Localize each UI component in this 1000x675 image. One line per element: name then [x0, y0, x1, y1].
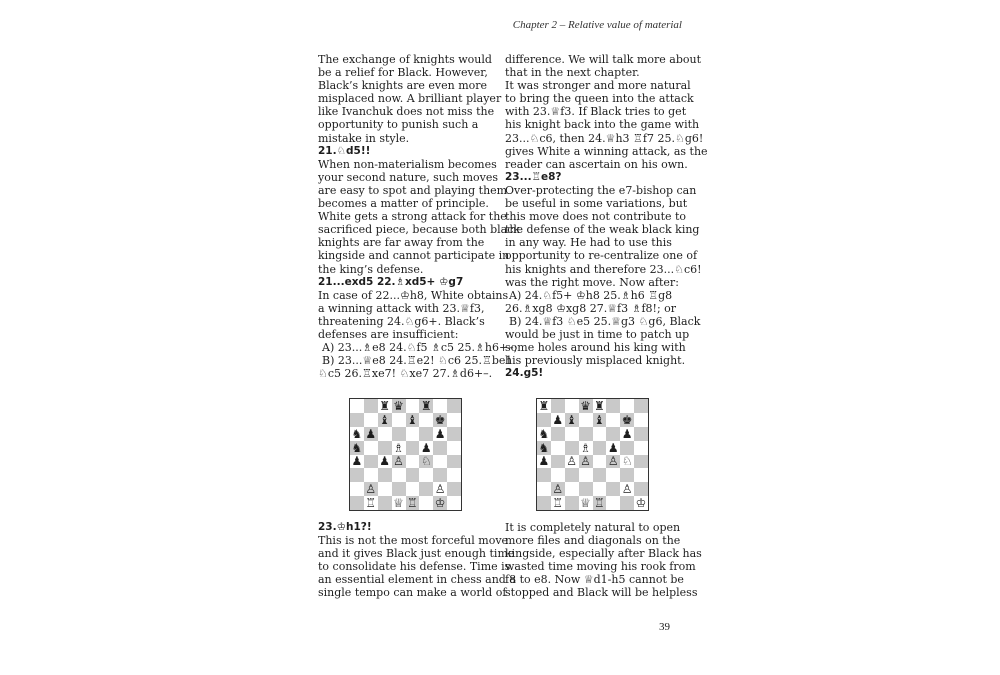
- board-square: [392, 482, 406, 496]
- board-square: [447, 399, 461, 413]
- board-square: [419, 496, 433, 510]
- move-heading: 21...exd5 22.♗xd5+ ♔g7: [318, 275, 464, 288]
- text-line: single tempo can make a world of: [318, 586, 507, 600]
- board-square: [433, 399, 447, 413]
- board-square: [364, 399, 378, 413]
- text-line: this move does not contribute to: [505, 210, 687, 224]
- chess-piece-square: ♕: [393, 496, 404, 510]
- text-line: becomes a matter of principle.: [318, 197, 489, 211]
- text-line: knights are far away from the: [318, 236, 485, 250]
- board-square: [350, 482, 364, 496]
- board-square: [447, 455, 461, 469]
- board-square: [579, 413, 593, 427]
- chess-piece-square: ♚: [434, 412, 446, 427]
- board-square: [551, 455, 565, 469]
- board-square: [350, 413, 364, 427]
- text-line: wasted time moving his rook from: [505, 560, 696, 574]
- chess-piece-square: ♟: [379, 454, 391, 469]
- board-square: [565, 441, 579, 455]
- text-line: B) 24.♕f3 ♘e5 25.♕g3 ♘g6, Black: [509, 314, 701, 328]
- chess-piece-square: ♟: [420, 440, 432, 455]
- board-square: [447, 496, 461, 510]
- right-text-column-lower: [505, 521, 702, 600]
- text-line: his knights and therefore 23...♘c6!: [505, 262, 702, 276]
- board-square: [406, 399, 420, 413]
- board-square: [634, 413, 648, 427]
- board-square: [447, 441, 461, 455]
- board-square: [433, 441, 447, 455]
- board-square: [419, 413, 433, 427]
- board-square: [606, 496, 620, 510]
- text-line: mistake in style.: [318, 131, 410, 145]
- chess-piece-square: ♕: [580, 496, 591, 510]
- text-line: difference. We will talk more about: [505, 53, 701, 66]
- board-square: [378, 496, 392, 510]
- chess-piece-square: ♞: [538, 440, 550, 455]
- board-square: [447, 482, 461, 496]
- chess-piece-square: ♖: [594, 496, 605, 510]
- text-line: 23...♘c6, then 24.♕h3 ♖f7 25.♘g6!: [505, 131, 704, 145]
- board-square: [447, 413, 461, 427]
- board-square: [551, 399, 565, 413]
- chess-piece-square: ♙: [580, 454, 591, 469]
- text-line: gives White a winning attack, as the: [505, 144, 708, 158]
- board-square: [620, 468, 634, 482]
- move-heading: 23...♖e8?: [505, 170, 562, 183]
- chess-piece-square: ♟: [607, 440, 619, 455]
- board-square: [579, 482, 593, 496]
- chess-piece-square: ♙: [552, 482, 564, 497]
- chess-piece-square: ♞: [538, 426, 550, 441]
- board-square: [447, 468, 461, 482]
- board-square: [419, 482, 433, 496]
- text-line: B) 23...♕e8 24.♖e2! ♘c6 25.♖be1: [322, 354, 513, 368]
- chess-diagram-left: [349, 398, 462, 511]
- chess-piece-square: ♘: [621, 454, 633, 469]
- text-line: the king’s defense.: [318, 262, 424, 276]
- move-heading: 21.♘d5!!: [318, 144, 371, 157]
- board-square: [537, 496, 551, 510]
- board-square: [579, 427, 593, 441]
- chess-piece-square: ♜: [538, 399, 550, 413]
- text-line: opportunity to punish such a: [318, 118, 479, 132]
- board-square: [565, 496, 579, 510]
- board-square: [565, 482, 579, 496]
- board-square: [406, 468, 420, 482]
- chess-piece-square: ♟: [434, 426, 446, 441]
- board-square: [537, 468, 551, 482]
- board-square: [364, 468, 378, 482]
- text-line: his knight back into the game with: [505, 118, 700, 132]
- board-square: [620, 399, 634, 413]
- chess-piece-square: ♝: [379, 412, 391, 427]
- text-line: to consolidate his defense. Time is: [318, 560, 511, 574]
- chess-piece-square: ♜: [379, 399, 391, 413]
- text-line: opportunity to re-centralize one of: [505, 249, 698, 263]
- board-square: [634, 455, 648, 469]
- board-square: [579, 468, 593, 482]
- board-square: [406, 441, 420, 455]
- text-line: in any way. He had to use this: [505, 236, 672, 250]
- text-line: and it gives Black just enough time: [318, 547, 515, 561]
- board-square: [419, 468, 433, 482]
- chess-piece-square: ♙: [393, 454, 404, 469]
- right-text-column: [505, 53, 708, 380]
- text-line: a winning attack with 23.♕f3,: [318, 301, 485, 315]
- board-square: [378, 427, 392, 441]
- page-number: 39: [659, 621, 670, 633]
- text-line: defenses are insufficient:: [318, 327, 459, 341]
- chess-piece-square: ♟: [538, 454, 550, 469]
- chess-piece-square: ♛: [393, 399, 404, 413]
- chess-piece-square: ♗: [580, 440, 591, 455]
- text-line: misplaced now. A brilliant player: [318, 92, 502, 106]
- text-line: some holes around his king with: [505, 341, 686, 355]
- chess-piece-square: ♙: [365, 482, 377, 497]
- board-square: [419, 427, 433, 441]
- chess-piece-square: ♙: [607, 454, 619, 469]
- text-line: was the right move. Now after:: [505, 275, 679, 289]
- board-square: [350, 468, 364, 482]
- board-square: [537, 482, 551, 496]
- board-square: [537, 413, 551, 427]
- board-square: [606, 413, 620, 427]
- text-line: like Ivanchuk does not miss the: [318, 105, 495, 119]
- text-line: be useful in some variations, but: [505, 197, 688, 211]
- board-square: [606, 427, 620, 441]
- board-square: [634, 427, 648, 441]
- text-line: the defense of the weak black king: [505, 223, 700, 237]
- chess-piece-square: ♙: [434, 482, 446, 497]
- text-line: In case of 22...♔h8, White obtains: [318, 288, 509, 302]
- text-line: A) 24.♘f5+ ♔h8 25.♗h6 ♖g8: [509, 288, 673, 302]
- chess-piece-square: ♝: [407, 412, 418, 427]
- text-line: It was stronger and more natural: [505, 79, 691, 93]
- left-text-column: [318, 53, 521, 381]
- board-square: [378, 468, 392, 482]
- board-square: [392, 427, 406, 441]
- chess-piece-square: ♟: [621, 426, 633, 441]
- text-line: When non-materialism becomes: [318, 157, 497, 171]
- board-square: [406, 482, 420, 496]
- board-square: [551, 441, 565, 455]
- text-line: would be just in time to patch up: [505, 327, 690, 341]
- chess-piece-square: ♗: [393, 440, 404, 455]
- text-line: Over-protecting the e7-bishop can: [505, 183, 697, 197]
- chess-piece-square: ♛: [580, 399, 591, 413]
- text-line: kingside and cannot participate in: [318, 249, 510, 263]
- board-square: [593, 441, 607, 455]
- left-text-column-lower: [318, 521, 516, 600]
- board-square: [634, 482, 648, 496]
- text-line: ♘c5 26.♖xe7! ♘xe7 27.♗d6+–.: [318, 367, 493, 381]
- board-square: [565, 427, 579, 441]
- board-square: [593, 455, 607, 469]
- text-line: with 23.♕f3. If Black tries to get: [505, 105, 687, 119]
- chess-diagram-right: [536, 398, 649, 511]
- move-heading: 24.g5!: [505, 367, 544, 380]
- board-square: [606, 399, 620, 413]
- move-heading: 23.♔h1?!: [318, 521, 372, 533]
- board-square: [406, 427, 420, 441]
- chess-piece-square: ♟: [351, 454, 363, 469]
- chess-piece-square: ♙: [566, 454, 578, 469]
- text-line: This is not the most forceful move: [318, 534, 509, 548]
- board-square: [378, 441, 392, 455]
- board-square: [593, 468, 607, 482]
- text-line: threatening 24.♘g6+. Black’s: [318, 314, 485, 328]
- board-square: [364, 455, 378, 469]
- board-square: [606, 468, 620, 482]
- text-line: A) 23...♗e8 24.♘f5 ♗c5 25.♗h6+–;: [322, 341, 518, 355]
- text-line: stopped and Black will be helpless: [505, 586, 698, 600]
- board-square: [364, 413, 378, 427]
- board-square: [606, 482, 620, 496]
- board-square: [593, 482, 607, 496]
- board-square: [350, 399, 364, 413]
- chess-piece-square: ♖: [365, 496, 377, 510]
- board-square: [620, 496, 634, 510]
- chess-piece-square: ♙: [621, 482, 633, 497]
- text-line: 26.♗xg8 ♔xg8 27.♕f3 ♗f8!; or: [505, 301, 677, 315]
- text-line: Black’s knights are even more: [318, 79, 488, 93]
- chess-piece-square: ♜: [594, 399, 605, 413]
- board-square: [634, 441, 648, 455]
- board-square: [406, 455, 420, 469]
- board-square: [364, 441, 378, 455]
- text-line: reader can ascertain on his own.: [505, 157, 688, 171]
- board-square: [593, 427, 607, 441]
- board-square: [551, 427, 565, 441]
- board-square: [634, 468, 648, 482]
- text-line: more files and diagonals on the: [505, 534, 681, 548]
- text-line: kingside, especially after Black has: [505, 547, 702, 561]
- board-square: [447, 427, 461, 441]
- board-square: [620, 441, 634, 455]
- text-line: f8 to e8. Now ♕d1-h5 cannot be: [505, 573, 684, 587]
- text-line: his previously misplaced knight.: [505, 354, 686, 368]
- board-square: [551, 468, 565, 482]
- chess-piece-square: ♜: [420, 399, 432, 413]
- text-line: an essential element in chess and a: [318, 573, 516, 587]
- text-line: sacrificed piece, because both black: [318, 223, 521, 237]
- chess-piece-square: ♟: [365, 426, 377, 441]
- text-line: White gets a strong attack for the: [318, 210, 507, 224]
- chess-piece-square: ♝: [566, 412, 578, 427]
- chess-piece-square: ♔: [434, 496, 446, 510]
- text-line: It is completely natural to open: [505, 521, 681, 534]
- text-line: are easy to spot and playing them: [318, 183, 508, 197]
- running-head: Chapter 2 – Relative value of material: [512, 19, 682, 31]
- chess-piece-square: ♚: [621, 412, 633, 427]
- text-line: your second nature, such moves: [318, 170, 499, 184]
- chess-piece-square: ♟: [552, 412, 564, 427]
- chess-piece-square: ♞: [351, 426, 363, 441]
- board-square: [350, 496, 364, 510]
- board-square: [565, 399, 579, 413]
- chess-piece-square: ♖: [407, 496, 418, 510]
- text-line: that in the next chapter.: [505, 66, 640, 80]
- chess-piece-square: ♝: [594, 412, 605, 427]
- board-square: [392, 413, 406, 427]
- board-square: [392, 468, 406, 482]
- chess-piece-square: ♞: [351, 440, 363, 455]
- board-square: [433, 468, 447, 482]
- board-square: [565, 468, 579, 482]
- text-line: The exchange of knights would: [318, 53, 492, 66]
- chess-piece-square: ♖: [552, 496, 564, 510]
- board-square: [378, 482, 392, 496]
- text-line: to bring the queen into the attack: [505, 92, 694, 106]
- board-square: [634, 399, 648, 413]
- board-square: [433, 455, 447, 469]
- chess-piece-square: ♔: [635, 496, 647, 510]
- text-line: be a relief for Black. However,: [318, 66, 488, 80]
- chess-piece-square: ♘: [420, 454, 432, 469]
